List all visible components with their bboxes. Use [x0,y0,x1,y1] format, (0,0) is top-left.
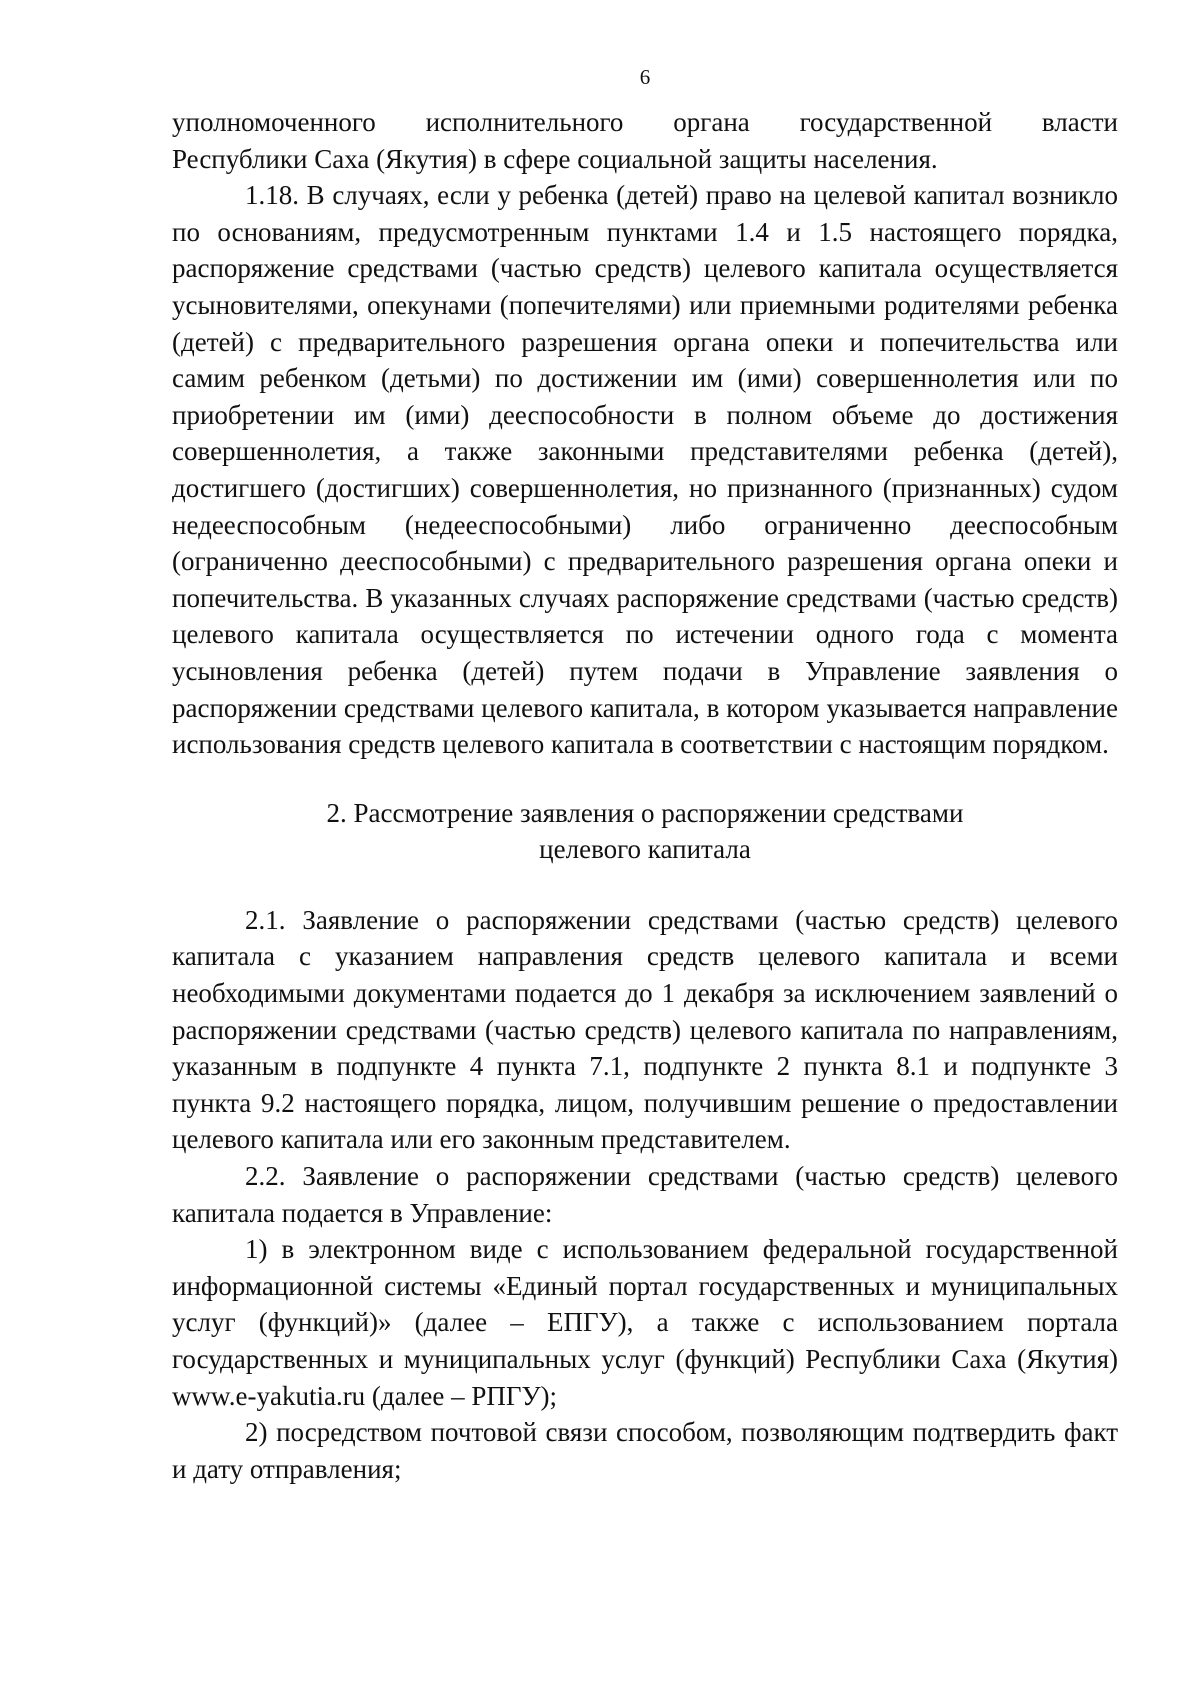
paragraph-continuation-line1: уполномоченного исполнительного органа государственной власти [172,107,1118,137]
paragraph-1-18: 1.18. В случаях, если у ребенка (детей) право на целевой капитал возникло по основаниям, предусмотренным пунктами 1.4 и 1.5 настоящего порядка, распоряжение средствами (частью средств) целевого капитала осуществляется усыновителями, опекунами (попечителями) или приемными родителями ребенка (детей) с предварительного разрешения органа опеки и попечительства или самим ребенком (детьми) по достижении им (ими) совершеннолетия или по приобретении им (ими) дееспособности в полном объеме до достижения совершеннолетия, а также законными представителями ребенка (детей), достигшего (достигших) совершеннолетия, но признанного (признанных) судом недееспособным (недееспособными) либо ограниченно дееспособным (ограниченно дееспособными) с предварительного разрешения органа опеки и попечительства. В указанных случаях распоряжение средствами (частью средств) целевого капитала осуществляется по истечении одного года с момента усыновления ребенка (детей) путем подачи в Управление заявления о распоряжении средствами целевого капитала, в котором указывается направление использования средств целевого капитала в соответствии с настоящим порядком. [172,180,1118,760]
page-number: 6 [639,65,651,89]
section-heading-line1: 2. Рассмотрение заявления о распоряжении средствами [326,797,964,828]
paragraph-continuation-line2: Республики Саха (Якутия) в сфере социальной защиты населения. [172,143,938,174]
document-page [172,62,1118,1487]
section-heading-line2: целевого капитала [539,834,751,865]
paragraph-2-1: 2.1. Заявление о распоряжении средствами (частью средств) целевого капитала с указанием направления средств целевого капитала и всеми необходимыми документами подается до 1 декабря за исключением заявлений о распоряжении средствами (частью средств) целевого капитала по направлениям, указанным в подпункте 4 пункта 7.1, подпункте 2 пункта 8.1 и подпункте 3 пункта 9.2 настоящего порядка, лицом, получившим решение о предоставлении целевого капитала или его законным представителем. [172,904,1118,1155]
section-heading [172,795,1118,868]
paragraph-2-2: 2.2. Заявление о распоряжении средствами (частью средств) целевого капитала подается в Управление: [172,1161,1118,1228]
paragraph-2-2-item-1: 1) в электронном виде с использованием федеральной государственной информационной системы «Единый портал государственных и муниципальных услуг (функций)» (далее – ЕПГУ), а также с использованием портала государственных и муниципальных услуг (функций) Республики Саха (Якутия) www.e-yakutia.ru (далее – РПГУ); [172,1234,1118,1411]
paragraph-2-2-item-2: 2) посредством почтовой связи способом, позволяющим подтвердить факт и дату отправления; [172,1417,1118,1484]
